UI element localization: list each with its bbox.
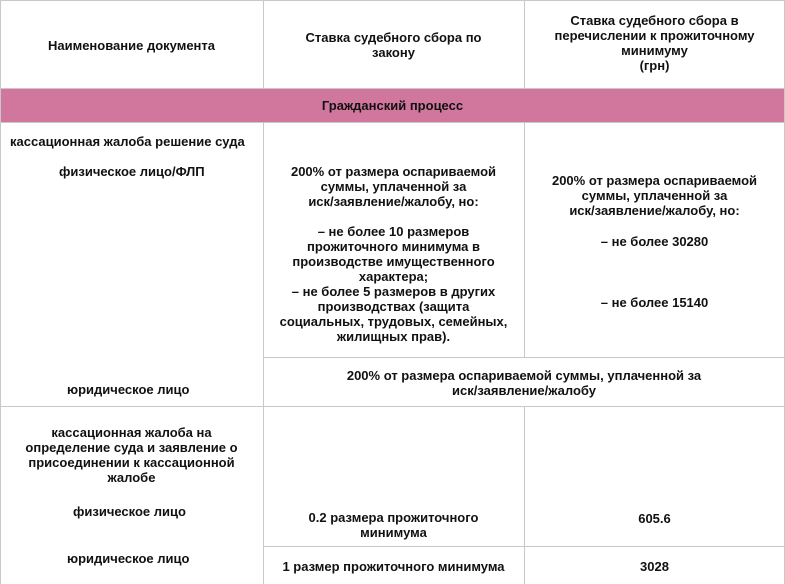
- row1-law-line: иск/заявление/жалобу, но:: [308, 194, 479, 209]
- header-col1-text: Наименование документа: [47, 38, 216, 53]
- header-col3-line: Ставка судебного сбора в: [570, 13, 739, 28]
- header-col3-line: (грн): [639, 58, 670, 73]
- grid-line: [524, 406, 525, 584]
- row2-law-rate-individual: [263, 510, 524, 540]
- header-col3-line: перечислении к прожиточному: [554, 28, 755, 43]
- grid-line: [0, 406, 785, 407]
- row1-sub-legal-entity: юридическое лицо: [67, 382, 190, 397]
- row2-doc-line: определение суда и заявление о: [25, 440, 238, 455]
- row1-grn-limit-1: – не более 30280: [600, 234, 709, 249]
- grid-line: [0, 0, 1, 584]
- row1-grn-line: иск/заявление/жалобу, но:: [569, 203, 740, 218]
- row1-law-rate: [263, 164, 524, 344]
- row2-law-line: минимума: [360, 525, 427, 540]
- grid-line: [0, 88, 785, 89]
- row1-law-line: производстве имущественного: [292, 254, 495, 269]
- row1-law-line: социальных, трудовых, семейных,: [279, 314, 508, 329]
- section-title: [0, 98, 785, 113]
- row1-grn-line: суммы, уплаченной за: [581, 188, 728, 203]
- row1-law-line: – не более 5 размеров в других: [291, 284, 496, 299]
- row2-grn-individual: 605.6: [638, 511, 671, 526]
- row2-law-rate-legal: 1 размер прожиточного минимума: [282, 559, 505, 574]
- header-document-name: [0, 38, 263, 53]
- row1-law-line: производствах (защита: [317, 299, 470, 314]
- grid-line: [0, 122, 785, 123]
- row1-merged-line: иск/заявление/жалобу: [452, 383, 596, 398]
- row1-grn-line: 200% от размера оспариваемой: [551, 173, 758, 188]
- row1-document: кассационная жалоба решение суда: [10, 134, 245, 149]
- row1-law-line: 200% от размера оспариваемой: [290, 164, 497, 179]
- header-col2-line: закону: [372, 45, 415, 60]
- header-rate-by-law: [263, 30, 524, 60]
- row1-sub-individual: физическое лицо/ФЛП: [59, 164, 205, 179]
- row2-doc-line: присоединении к кассационной: [28, 455, 235, 470]
- header-rate-in-minimum: [524, 13, 785, 73]
- row1-merged-line: 200% от размера оспариваемой суммы, уплаченной за: [346, 368, 702, 383]
- header-col3-line: минимуму: [621, 43, 688, 58]
- row2-sub-individual: физическое лицо: [73, 504, 186, 519]
- section-title-text: Гражданский процесс: [321, 98, 464, 113]
- row1-law-line: суммы, уплаченной за: [320, 179, 467, 194]
- row2-law-line: 0.2 размера прожиточного: [308, 510, 479, 525]
- grid-line: [0, 0, 785, 1]
- row2-doc-line: кассационная жалоба на: [51, 425, 212, 440]
- row1-law-line: прожиточного минимума в: [307, 239, 480, 254]
- row1-grn-limit-2: – не более 15140: [600, 295, 709, 310]
- row2-document: [0, 425, 263, 485]
- row2-doc-line: жалобе: [107, 470, 156, 485]
- grid-line: [263, 357, 785, 358]
- header-col2-line: Ставка судебного сбора по: [305, 30, 482, 45]
- row1-legal-entity-rate: [263, 368, 785, 398]
- row1-law-line: – не более 10 размеров: [317, 224, 470, 239]
- row1-law-line: характера;: [358, 269, 429, 284]
- row1-law-line: жилищных прав).: [336, 329, 451, 344]
- grid-line: [263, 406, 264, 584]
- row1-grn-rate: [524, 173, 785, 218]
- row2-sub-legal-entity: юридическое лицо: [67, 551, 190, 566]
- row2-grn-legal: 3028: [640, 559, 669, 574]
